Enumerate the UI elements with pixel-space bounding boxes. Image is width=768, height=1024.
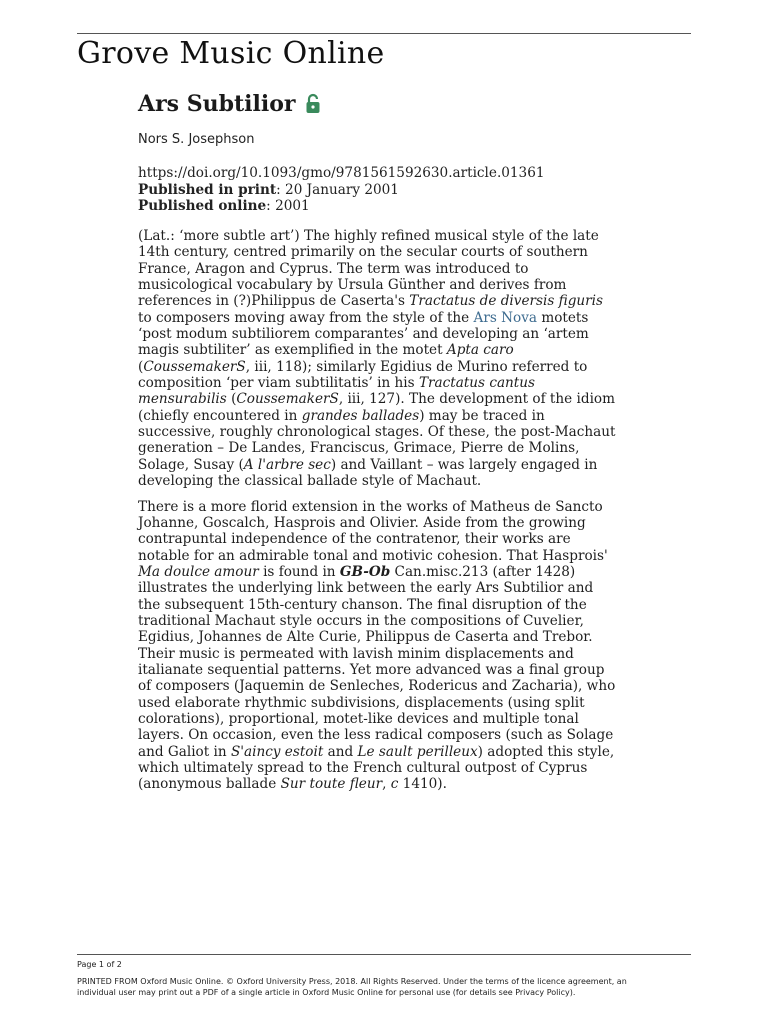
- body-line: [138, 293, 634, 309]
- body-text-run: traditional Machaut style occurs in the compositions of Cuvelier,: [138, 612, 584, 629]
- body-line: [138, 744, 634, 760]
- body-line: [138, 277, 634, 293]
- body-line: [138, 580, 634, 596]
- top-rule: [77, 33, 691, 34]
- author-name: Nors S. Josephson: [138, 132, 255, 147]
- body-text-run: successive, roughly chronological stages. Of these, the post-Machaut: [138, 424, 616, 441]
- body-line: [138, 727, 634, 743]
- body-text-run: France, Aragon and Cyprus. The term was introduced to: [138, 260, 529, 277]
- body-line: [138, 228, 634, 244]
- page-number: Page 1 of 2: [77, 960, 122, 969]
- library-siglum: GB-Ob: [339, 563, 391, 580]
- bottom-rule: [77, 954, 691, 955]
- italic-text: Sur toute fleur: [280, 776, 383, 793]
- body-line: [138, 342, 634, 358]
- body-line: [138, 662, 634, 678]
- body-text-run: ,: [382, 776, 391, 793]
- body-text-run: to composers moving away from the style of the: [138, 309, 474, 326]
- article-title-text: Ars Subtilior: [138, 91, 296, 117]
- italic-text: Tractatus cantus: [418, 375, 536, 392]
- body-text-run: There is a more florid extension in the works of Matheus de Sancto: [138, 498, 603, 515]
- open-lock-icon: [305, 93, 321, 115]
- body-text-run: motets: [537, 309, 589, 326]
- body-text-run: and: [323, 743, 358, 760]
- italic-text: CoussemakerS: [143, 358, 246, 375]
- body-line: [138, 613, 634, 629]
- body-text-run: composition ‘per viam subtilitatis’ in his: [138, 375, 419, 392]
- body-line: [138, 375, 634, 391]
- body-text-run: ) may be traced in: [419, 407, 545, 424]
- italic-text: grandes ballades: [301, 407, 420, 424]
- body-text-run: which ultimately spread to the French cultural outpost of Cyprus: [138, 760, 588, 776]
- body-text-run: Solage, Susay (: [138, 456, 244, 473]
- doi-link[interactable]: https://doi.org/10.1093/gmo/9781561592630.article.01361: [138, 165, 545, 181]
- body-line: [138, 515, 634, 531]
- body-line: [138, 499, 634, 515]
- footer-line-1: PRINTED FROM Oxford Music Online. © Oxford University Press, 2018. All Rights Reserved. Under the terms of the licence agreement, an: [77, 977, 627, 986]
- body-text-run: (Lat.: ‘more subtle art’) The highly refined musical style of the late: [138, 228, 599, 244]
- body-line: [138, 678, 634, 694]
- body-text-run: (: [138, 358, 144, 375]
- body-line: [138, 326, 634, 342]
- body-paragraph-2: [138, 499, 634, 793]
- body-text-run: the subsequent 15th-century chanson. The final disruption of the: [138, 596, 587, 613]
- body-line: [138, 695, 634, 711]
- body-line: [138, 424, 634, 440]
- body-text-run: , iii, 118); similarly Egidius de Murino referred to: [245, 358, 588, 375]
- body-line: [138, 473, 634, 489]
- footer-line-2: individual user may print out a PDF of a single article in Oxford Music Online for personal use (for details see Privacy Policy).: [77, 988, 576, 997]
- body-line: [138, 646, 634, 662]
- site-title: Grove Music Online: [77, 36, 385, 71]
- published-online: [138, 198, 545, 215]
- body-text-run: illustrates the underlying link between the early Ars Subtilior and: [138, 580, 594, 597]
- body-text-run: developing the classical ballade style of Machaut.: [138, 473, 482, 490]
- citation-meta: [138, 165, 545, 215]
- body-line: [138, 597, 634, 613]
- body-text-run: ) and Vaillant – was largely engaged in: [330, 456, 598, 473]
- article-body: [138, 228, 634, 802]
- italic-text: Le sault perilleux: [357, 743, 478, 760]
- italic-text: c: [390, 776, 399, 793]
- body-text-run: layers. On occasion, even the less radical composers (such as Solage: [138, 727, 614, 744]
- body-text-run: Egidius, Johannes de Alte Curie, Philippus de Caserta and Trebor.: [138, 629, 593, 646]
- body-text-run: Johanne, Goscalch, Hasprois and Olivier. Aside from the growing: [138, 514, 586, 531]
- body-text-run: ‘post modum subtiliorem comparantes’ and developing an ‘artem: [138, 326, 589, 343]
- body-text-run: notable for an admirable tonal and motivic cohesion. That Hasprois': [138, 547, 608, 564]
- body-text-run: ) adopted this style,: [477, 743, 615, 760]
- body-line: [138, 359, 634, 375]
- body-text-run: Can.misc.213 (after 1428): [390, 563, 576, 580]
- published-print-value: : 20 January 2001: [276, 181, 399, 198]
- italic-text: Apta caro: [446, 342, 514, 359]
- body-text-run: 1410).: [398, 776, 447, 793]
- body-paragraph-1: [138, 228, 634, 490]
- body-text-run: and Galiot in: [138, 743, 231, 760]
- body-line: [138, 776, 634, 792]
- body-text-run: is found in: [258, 563, 340, 580]
- body-line: [138, 391, 634, 407]
- body-text-run: colorations), proportional, motet-like devices and multiple tonal: [138, 710, 579, 727]
- body-text-run: italianate sequential patterns. Yet more advanced was a final group: [138, 661, 605, 678]
- body-text-run: , iii, 127). The development of the idiom: [338, 391, 615, 408]
- italic-text: S'aincy estoit: [230, 743, 324, 760]
- body-text-run: Their music is permeated with lavish minim displacements and: [138, 645, 574, 662]
- italic-text: A l'arbre sec: [243, 456, 331, 473]
- body-text-run: generation – De Landes, Franciscus, Grimace, Pierre de Molins,: [138, 440, 580, 457]
- body-text-run: musicological vocabulary by Ursula Günther and derives from: [138, 277, 567, 294]
- body-text-run: (anonymous ballade: [138, 776, 281, 793]
- footer-notice: [77, 976, 691, 998]
- body-line: [138, 564, 634, 580]
- body-line: [138, 531, 634, 547]
- body-text-run: of composers (Jaquemin de Senleches, Rodericus and Zacharia), who: [138, 678, 616, 695]
- published-online-value: : 2001: [266, 198, 310, 214]
- published-online-label: Published online: [138, 198, 267, 214]
- body-line: [138, 261, 634, 277]
- body-line: [138, 408, 634, 424]
- italic-text: mensurabilis: [138, 391, 227, 408]
- italic-text: Tractatus de diversis figuris: [409, 293, 603, 310]
- body-line: [138, 711, 634, 727]
- body-line: [138, 310, 634, 326]
- body-text-run: magis subtiliter’ as exemplified in the motet: [138, 342, 447, 359]
- body-text-run: used elaborate rhythmic subdivisions, displacements (using split: [138, 694, 585, 711]
- body-text-run: 14th century, centred primarily on the secular courts of southern: [138, 244, 588, 261]
- cross-reference-link[interactable]: Ars Nova: [473, 309, 538, 326]
- body-text-run: references in (?)Philippus de Caserta's: [138, 293, 410, 310]
- body-text-run: (chiefly encountered in: [138, 407, 302, 424]
- published-print: [138, 182, 545, 199]
- article-title: [138, 91, 321, 117]
- published-print-label: Published in print: [138, 181, 277, 198]
- body-line: [138, 629, 634, 645]
- italic-text: Ma doulce amour: [138, 563, 259, 580]
- body-line: [138, 440, 634, 456]
- body-text-run: (: [226, 391, 237, 408]
- body-line: [138, 760, 634, 776]
- body-line: [138, 244, 634, 260]
- italic-text: CoussemakerS: [236, 391, 339, 408]
- body-text-run: contrapuntal independence of the contratenor, their works are: [138, 531, 571, 548]
- body-line: [138, 457, 634, 473]
- body-line: [138, 548, 634, 564]
